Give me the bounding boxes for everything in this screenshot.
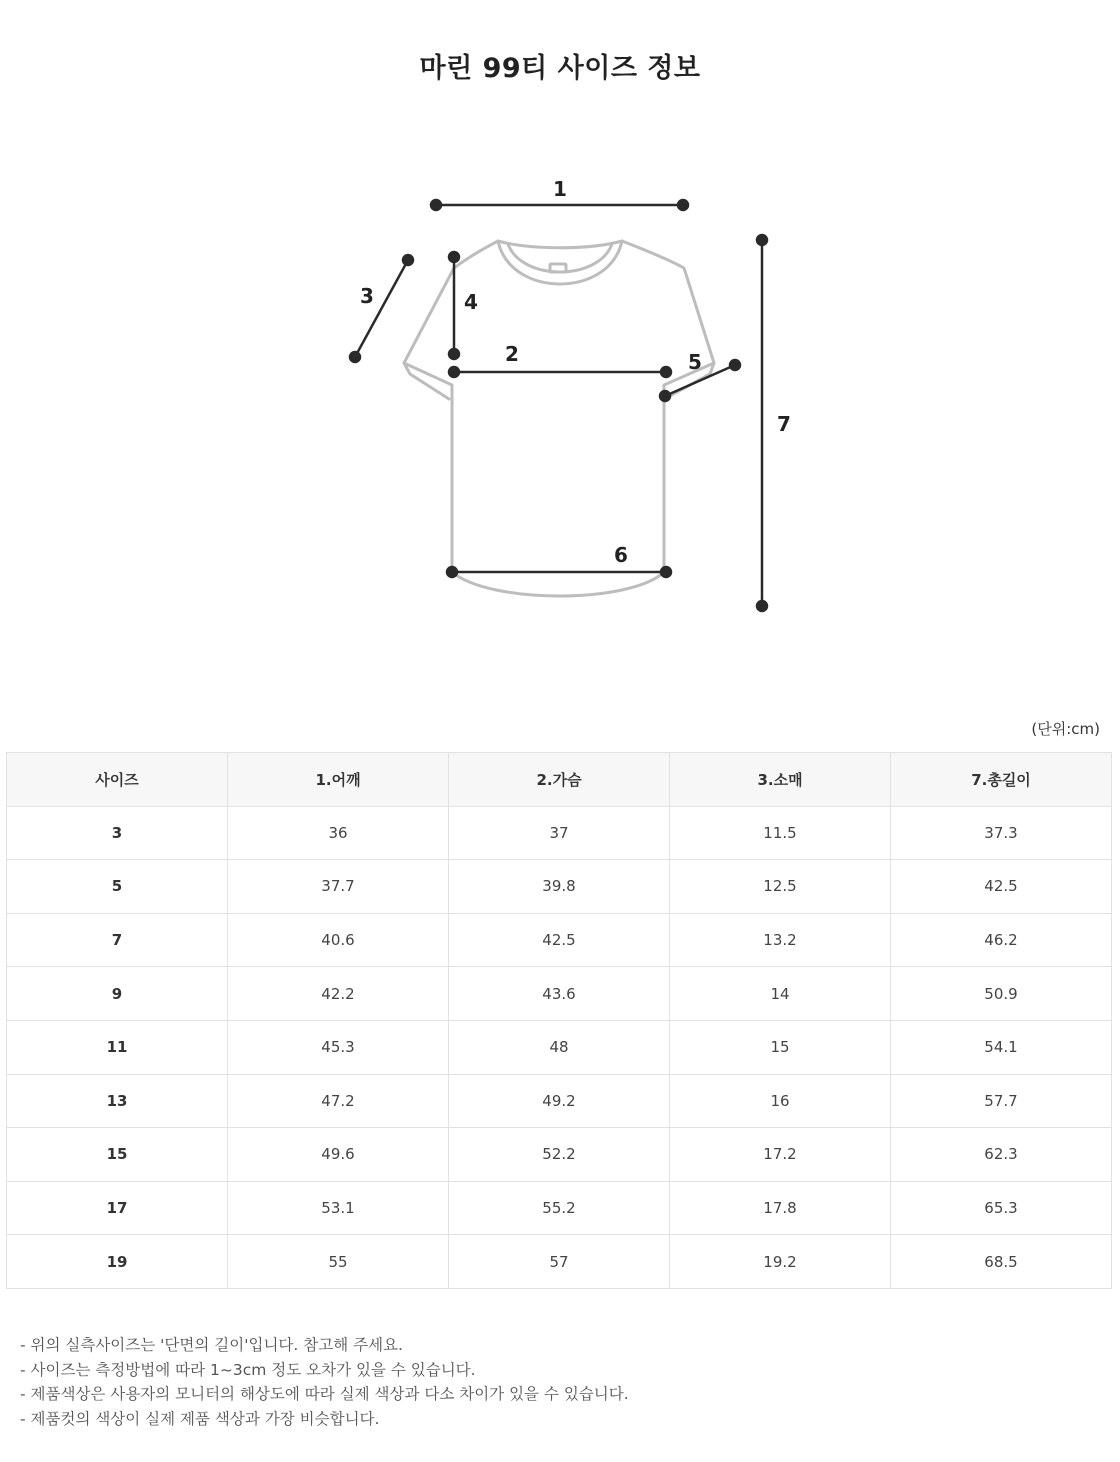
size-cell: 5 <box>7 860 228 914</box>
shoulder-cell: 53.1 <box>228 1181 449 1235</box>
chest-cell: 43.6 <box>449 967 670 1021</box>
table-header-row <box>7 753 1112 807</box>
sleeve-cell: 16 <box>670 1074 891 1128</box>
shoulder-cell: 42.2 <box>228 967 449 1021</box>
table-row <box>7 806 1112 860</box>
header-sleeve: 3.소매 <box>670 753 891 807</box>
total-length-cell: 46.2 <box>891 913 1112 967</box>
shoulder-cell: 37.7 <box>228 860 449 914</box>
header-total-length: 7.총길이 <box>891 753 1112 807</box>
total-length-cell: 62.3 <box>891 1128 1112 1182</box>
measurement-lines <box>350 200 767 611</box>
label-2: 2 <box>505 342 519 366</box>
header-chest: 2.가슴 <box>449 753 670 807</box>
table-row <box>7 1074 1112 1128</box>
page-title: 마린 99티 사이즈 정보 <box>419 53 701 84</box>
chest-cell: 39.8 <box>449 860 670 914</box>
table-row <box>7 1128 1112 1182</box>
note-item: - 사이즈는 측정방법에 따라 1~3cm 정도 오차가 있을 수 있습니다. <box>20 1360 476 1379</box>
table-row <box>7 1235 1112 1289</box>
chest-cell: 55.2 <box>449 1181 670 1235</box>
total-length-cell: 42.5 <box>891 860 1112 914</box>
label-4: 4 <box>464 290 478 314</box>
size-cell: 7 <box>7 913 228 967</box>
table-row <box>7 1181 1112 1235</box>
shoulder-cell: 40.6 <box>228 913 449 967</box>
sleeve-cell: 13.2 <box>670 913 891 967</box>
table-row <box>7 1020 1112 1074</box>
shoulder-cell: 49.6 <box>228 1128 449 1182</box>
sleeve-cell: 14 <box>670 967 891 1021</box>
table-row <box>7 967 1112 1021</box>
size-cell: 13 <box>7 1074 228 1128</box>
unit-label: (단위:cm) <box>1031 720 1100 738</box>
sleeve-cell: 12.5 <box>670 860 891 914</box>
sleeve-cell: 17.8 <box>670 1181 891 1235</box>
total-length-cell: 68.5 <box>891 1235 1112 1289</box>
label-3: 3 <box>360 284 374 308</box>
table-row <box>7 860 1112 914</box>
size-cell: 11 <box>7 1020 228 1074</box>
chest-cell: 57 <box>449 1235 670 1289</box>
label-1: 1 <box>553 177 567 201</box>
shoulder-cell: 55 <box>228 1235 449 1289</box>
chest-cell: 49.2 <box>449 1074 670 1128</box>
sleeve-cell: 11.5 <box>670 806 891 860</box>
total-length-cell: 54.1 <box>891 1020 1112 1074</box>
sleeve-cell: 15 <box>670 1020 891 1074</box>
shoulder-cell: 47.2 <box>228 1074 449 1128</box>
total-length-cell: 65.3 <box>891 1181 1112 1235</box>
chest-cell: 52.2 <box>449 1128 670 1182</box>
chest-cell: 37 <box>449 806 670 860</box>
note-item: - 위의 실측사이즈는 '단면의 길이'입니다. 참고해 주세요. <box>20 1336 403 1354</box>
size-table <box>6 752 1112 1289</box>
size-cell: 17 <box>7 1181 228 1235</box>
label-7: 7 <box>777 412 791 436</box>
sleeve-cell: 17.2 <box>670 1128 891 1182</box>
size-cell: 15 <box>7 1128 228 1182</box>
tshirt-measurement-diagram <box>330 160 810 630</box>
label-6: 6 <box>614 543 628 567</box>
label-5: 5 <box>688 350 702 374</box>
total-length-cell: 57.7 <box>891 1074 1112 1128</box>
shoulder-cell: 45.3 <box>228 1020 449 1074</box>
table-row <box>7 913 1112 967</box>
total-length-cell: 37.3 <box>891 806 1112 860</box>
header-shoulder: 1.어깨 <box>228 753 449 807</box>
note-item: - 제품컷의 색상이 실제 제품 색상과 가장 비슷합니다. <box>20 1409 380 1428</box>
total-length-cell: 50.9 <box>891 967 1112 1021</box>
shoulder-cell: 36 <box>228 806 449 860</box>
size-cell: 9 <box>7 967 228 1021</box>
chest-cell: 48 <box>449 1020 670 1074</box>
tshirt-diagram-svg <box>330 160 810 630</box>
size-cell: 3 <box>7 806 228 860</box>
note-item: - 제품색상은 사용자의 모니터의 해상도에 따라 실제 색상과 다소 차이가 있을 수 있습니다. <box>20 1385 629 1403</box>
tshirt-outline <box>404 241 714 596</box>
notes-list <box>20 1333 629 1431</box>
size-cell: 19 <box>7 1235 228 1289</box>
sleeve-cell: 19.2 <box>670 1235 891 1289</box>
chest-cell: 42.5 <box>449 913 670 967</box>
header-size: 사이즈 <box>7 753 228 807</box>
